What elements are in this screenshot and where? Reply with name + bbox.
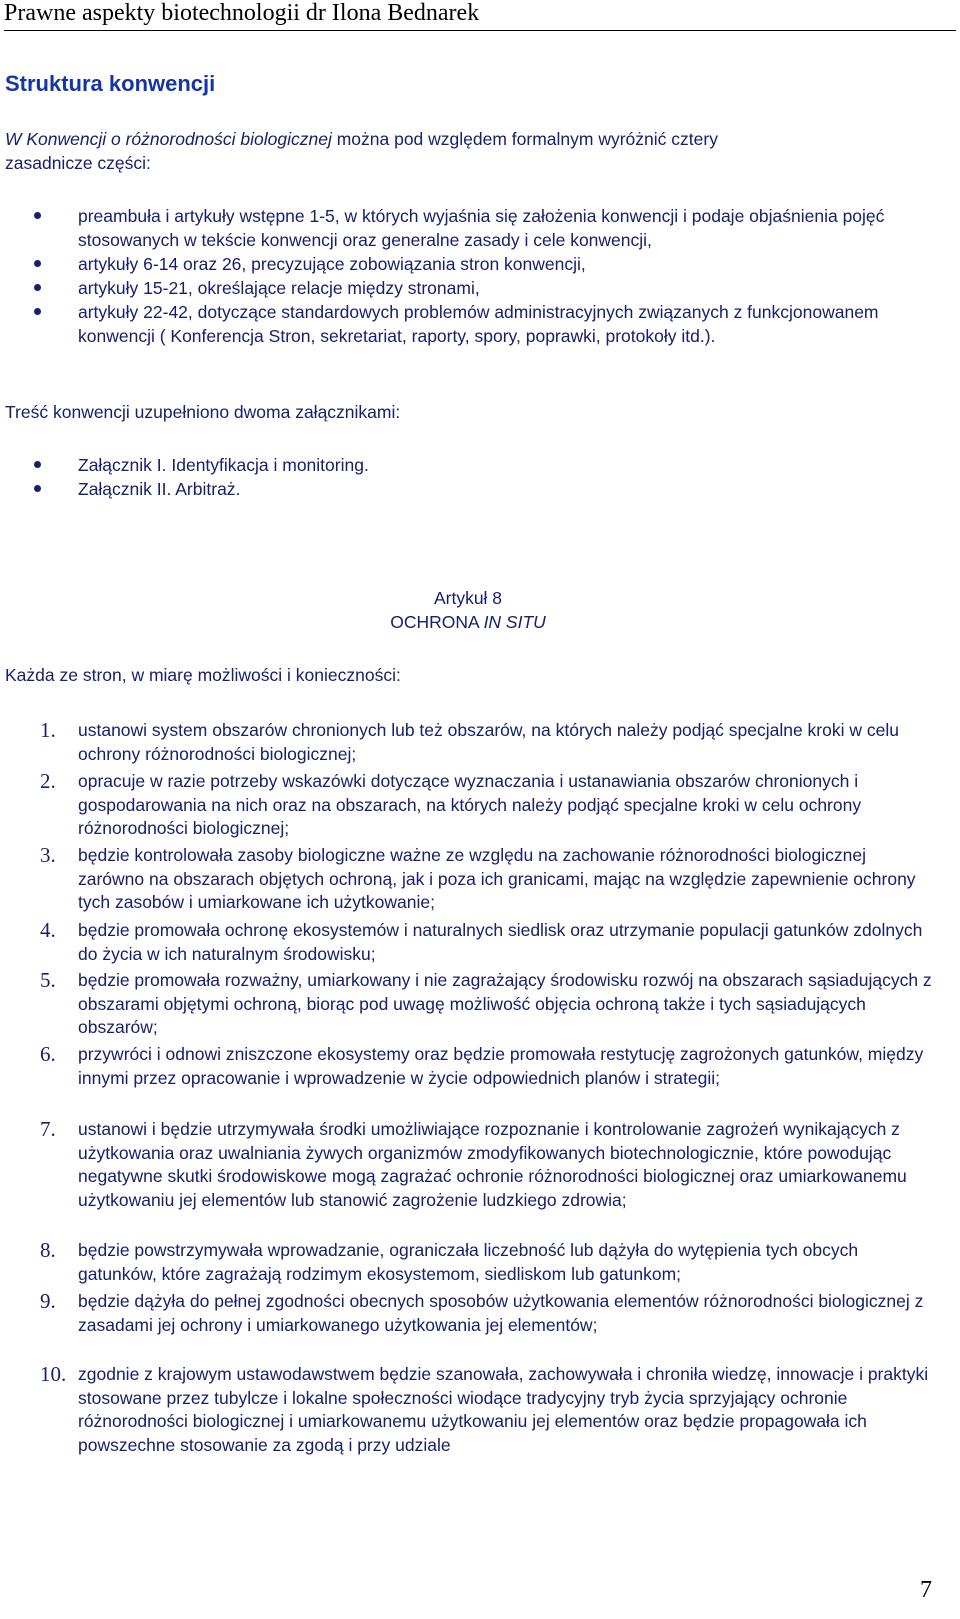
section-title: Struktura konwencji [5, 71, 216, 96]
bullet-icon [34, 212, 41, 219]
article-item: będzie promowała rozważny, umiarkowany i nie zagrażający środowisku rozwój na obszarach sąsiadujących z obszarami objętymi ochroną, biorąc pod uwagę możliwość objęcia ochroną także i tych sąsiadujących obszarów; [78, 970, 932, 1037]
bullet-icon [34, 485, 41, 492]
item-number: 5. [40, 968, 56, 992]
bullet-icon [34, 461, 41, 468]
article-subheading-plain: OCHRONA [390, 612, 484, 632]
intro-paragraph [5, 127, 935, 175]
intro-convention-name: W Konwencji o różnorodności biologicznej [5, 129, 332, 149]
article-item: będzie kontrolowała zasoby biologiczne ważne ze względu na zachowanie różnorodności biologicznej zarówno na obszarach objętych ochroną, jak i poza ich granicami, mając na względzie zapewnienie ochrony tych zasobów i umiarkowane ich użytkowanie; [78, 845, 916, 912]
article-lead: Każda ze stron, w miarę możliwości i konieczności: [5, 665, 401, 685]
article-item: przywróci i odnowi zniszczone ekosystemy oraz będzie promowała restytucję zagrożonych gatunków, między innymi przez opracowanie i wprowadzenie w życie odpowiednich planów i strategii; [78, 1044, 924, 1088]
part-item: artykuły 15-21, określające relacje między stronami, [78, 278, 480, 298]
item-number: 4. [40, 918, 56, 942]
article-item: ustanowi i będzie utrzymywała środki umożliwiające rozpoznanie i kontrolowanie zagrożeń wynikających z użytkowania oraz uwalniania żywych organizmów zmodyfikowanych biotechnologicznie, które powodując negatywne skutki środowiskowe mogą zagrażać ochronie różnorodności biologicznej oraz umiarkowanemu użytkowaniu jej elementów lub stanowić zagrożenie ludzkiego zdrowia; [78, 1119, 907, 1210]
article-item: będzie dążyła do pełnej zgodności obecnych sposobów użytkowania elementów różnorodności biologicznej z zasadami jej ochrony i umiarkowanego użytkowania jej elementów; [78, 1291, 924, 1335]
part-item: artykuły 6-14 oraz 26, precyzujące zobowiązania stron konwencji, [78, 254, 586, 274]
article-item: opracuje w razie potrzeby wskazówki dotyczące wyznaczania i ustanawiania obszarów chronionych i gospodarowania na nich oraz na obszarach, na których należy podjąć specjalne kroki w celu ochrony różnorodności biologicznej; [78, 771, 862, 838]
article-item: zgodnie z krajowym ustawodawstwem będzie szanowała, zachowywała i chroniła wiedzę, innowacje i praktyki stosowane przez tubylcze i lokalne społeczności wiodące tradycyjny tryb życia sprzyjający ochronie różnorodności biologicznej i umiarkowanemu użytkowaniu jej elementów oraz będzie propagowała ich powszechne stosowanie za zgodą i przy udziale [78, 1364, 929, 1455]
item-number: 2. [40, 769, 56, 793]
article-heading: Artykuł 8 [433, 588, 503, 608]
item-number: 7. [40, 1117, 56, 1141]
intro-text-line2: zasadnicze części: [5, 153, 151, 173]
part-item: preambuła i artykuły wstępne 1-5, w których wyjaśnia się założenia konwencji i podaje objaśnienia pojęć stosowanych w tekście konwencji oraz generalne zasady i cele konwencji, [78, 206, 885, 250]
page-number: 7 [920, 1577, 932, 1603]
article-item: ustanowi system obszarów chronionych lub też obszarów, na których należy podjąć specjalne kroki w celu ochrony różnorodności biologicznej; [78, 720, 899, 764]
item-number: 6. [40, 1042, 56, 1066]
article-item: będzie powstrzymywała wprowadzanie, ograniczała liczebność lub dążyła do wytępienia tych obcych gatunków, które zagrażają rodzimym ekosystemom, siedliskom lub gatunkom; [78, 1240, 859, 1284]
annex-item: Załącznik II. Arbitraż. [78, 479, 241, 499]
bullet-icon [34, 260, 41, 267]
item-number: 3. [40, 843, 56, 867]
item-number: 1. [40, 718, 56, 742]
bullet-icon [34, 308, 41, 315]
article-subheading [0, 610, 936, 634]
item-number: 10. [40, 1362, 67, 1386]
header-divider [4, 30, 956, 31]
part-item: artykuły 22-42, dotyczące standardowych problemów administracyjnych związanych z funkcjonowanem konwencji ( Konferencja Stron, sekretariat, raporty, spory, poprawki, protokoły itd.). [78, 302, 879, 346]
article-item: będzie promowała ochronę ekosystemów i naturalnych siedlisk oraz utrzymanie populacji gatunków zdolnych do życia w ich naturalnym środowisku; [78, 920, 923, 964]
annex-item: Załącznik I. Identyfikacja i monitoring. [78, 455, 369, 475]
item-number: 8. [40, 1238, 56, 1262]
page-header: Prawne aspekty biotechnologii dr Ilona Bednarek [4, 0, 480, 26]
item-number: 9. [40, 1289, 56, 1313]
article-subheading-italic: IN SITU [483, 612, 546, 632]
intro-text-line1: można pod względem formalnym wyróżnić cztery [331, 129, 718, 149]
bullet-icon [34, 284, 41, 291]
annex-intro: Treść konwencji uzupełniono dwoma załącznikami: [5, 402, 401, 422]
